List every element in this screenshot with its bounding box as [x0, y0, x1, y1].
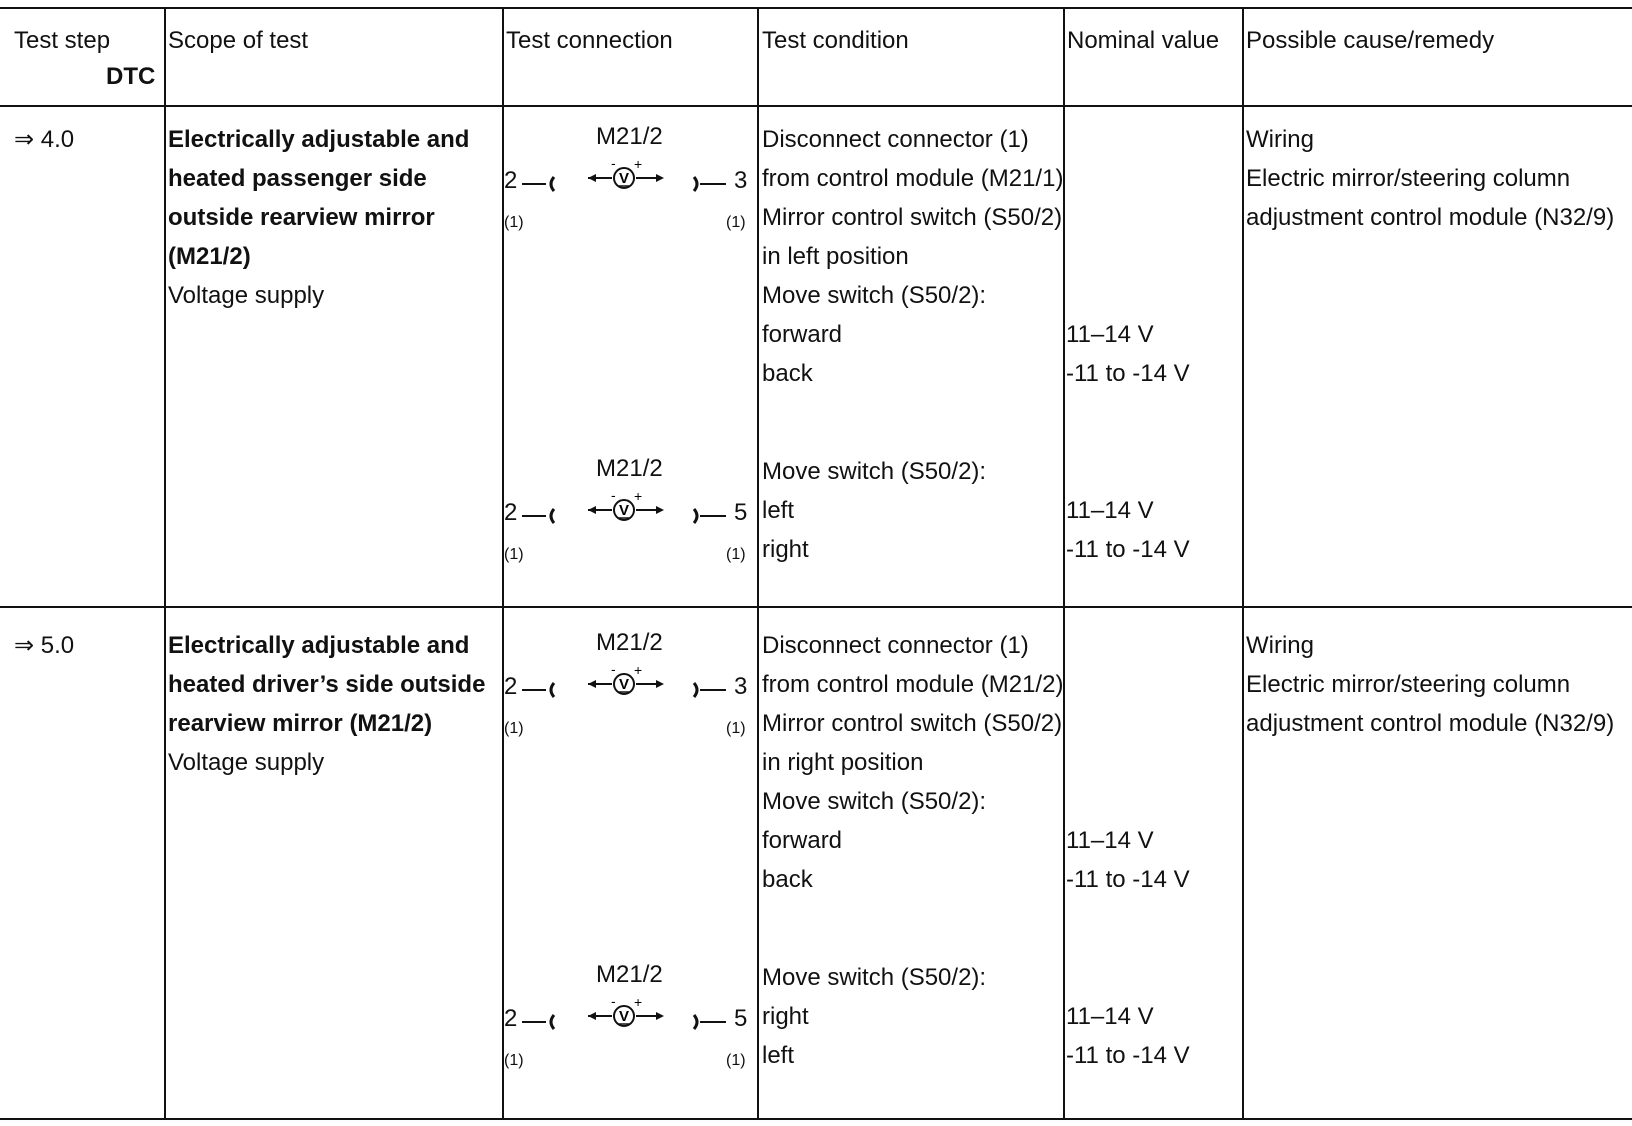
nominal-value: -11 to -14 V: [1066, 360, 1190, 387]
right-connector-symbol: [690, 174, 730, 194]
minus-sign: -: [611, 994, 616, 1009]
condition-line: Move switch (S50/2):: [762, 788, 987, 815]
scope-line: outside rearview mirror: [168, 204, 435, 231]
condition-line: forward: [762, 321, 843, 348]
table-top-rule: [0, 7, 1632, 9]
meter-symbol: V: [618, 1008, 630, 1025]
plus-sign: +: [634, 994, 643, 1010]
voltmeter-icon: [584, 156, 670, 196]
header-test-step: Test step: [14, 27, 111, 54]
cause-line: Wiring: [1246, 632, 1315, 659]
column-divider: [757, 7, 759, 1119]
scope-line: heated passenger side: [168, 165, 427, 192]
condition-line: from control module (M21/1): [762, 165, 1064, 192]
condition-line: in left position: [762, 243, 909, 270]
left-pin: 2: [504, 673, 518, 700]
condition-line: in right position: [762, 749, 924, 776]
plus-sign: +: [634, 488, 643, 504]
condition-line: forward: [762, 827, 843, 854]
component-label: M21/2: [596, 123, 663, 150]
scope-line: Electrically adjustable and: [168, 632, 470, 659]
test-connection-diagram: [504, 122, 756, 240]
condition-line: back: [762, 360, 813, 387]
plus-sign: +: [634, 156, 643, 172]
test-step-number: ⇒ 4.0: [14, 126, 75, 153]
scope-subtitle: Voltage supply: [168, 282, 325, 309]
scope-normal-part: rearview mirror: [168, 710, 350, 737]
minus-sign: -: [611, 662, 616, 677]
condition-line: left: [762, 1042, 795, 1069]
condition-line: Move switch (S50/2):: [762, 282, 987, 309]
left-connector-label: (1): [504, 214, 524, 231]
condition-line: Mirror control switch (S50/2): [762, 710, 1063, 737]
right-connector-symbol: [690, 506, 730, 526]
possible-causes: [1246, 120, 1614, 237]
scope-title: [168, 626, 485, 704]
right-connector-label: (1): [726, 1052, 746, 1069]
nominal-value: 11–14 V: [1066, 827, 1154, 854]
header-bottom-rule: [0, 105, 1632, 107]
table-bottom-rule: [0, 1118, 1632, 1120]
test-connection-diagram: [504, 454, 756, 572]
right-pin: 5: [734, 1005, 748, 1032]
scope-line-mixed: [168, 704, 432, 743]
left-pin: 2: [504, 167, 518, 194]
cause-line: Electric mirror/steering column: [1246, 165, 1571, 192]
header-connection: Test connection: [506, 27, 673, 54]
nominal-values: [1066, 315, 1190, 393]
nominal-value: 11–14 V: [1066, 321, 1154, 348]
test-conditions: [762, 452, 986, 569]
condition-line: Disconnect connector (1): [762, 126, 1029, 153]
cause-line: adjustment control module (N32/9): [1246, 710, 1615, 737]
test-conditions: [762, 626, 1063, 899]
meter-symbol: V: [618, 170, 630, 187]
left-connector-label: (1): [504, 720, 524, 737]
right-connector-label: (1): [726, 720, 746, 737]
minus-sign: -: [611, 156, 616, 171]
right-connector-symbol: [690, 1012, 730, 1032]
scope-line: Electrically adjustable and: [168, 126, 470, 153]
right-pin: 3: [734, 167, 748, 194]
meter-symbol: V: [618, 676, 630, 693]
scope-line: heated driver’s side outside: [168, 671, 486, 698]
header-dtc: DTC: [106, 63, 156, 90]
right-connector-label: (1): [726, 546, 746, 563]
voltmeter-icon: [584, 662, 670, 702]
condition-line: left: [762, 497, 795, 524]
condition-line: Move switch (S50/2):: [762, 964, 987, 991]
left-pin: 2: [504, 499, 518, 526]
right-connector-label: (1): [726, 214, 746, 231]
right-pin: 5: [734, 499, 748, 526]
test-connection-diagram: [504, 628, 756, 746]
component-label: M21/2: [596, 455, 663, 482]
nominal-values: [1066, 821, 1190, 899]
voltmeter-icon: [584, 994, 670, 1034]
left-connector-label: (1): [504, 546, 524, 563]
cause-line: adjustment control module (N32/9): [1246, 204, 1615, 231]
test-conditions: [762, 958, 986, 1075]
nominal-value: 11–14 V: [1066, 1003, 1154, 1030]
condition-line: back: [762, 866, 813, 893]
header-nominal: Nominal value: [1067, 27, 1220, 54]
right-pin: 3: [734, 673, 748, 700]
condition-line: Move switch (S50/2):: [762, 458, 987, 485]
condition-line: Disconnect connector (1): [762, 632, 1029, 659]
column-divider: [1242, 7, 1244, 1119]
condition-line: right: [762, 1003, 809, 1030]
cause-line: Electric mirror/steering column: [1246, 671, 1571, 698]
left-connector-label: (1): [504, 1052, 524, 1069]
nominal-value: -11 to -14 V: [1066, 536, 1190, 563]
nominal-values: [1066, 491, 1190, 569]
left-connector-symbol: [520, 174, 560, 194]
nominal-value: -11 to -14 V: [1066, 1042, 1190, 1069]
scope-title: [168, 120, 469, 276]
row-divider: [0, 606, 1632, 608]
scope-subtitle: Voltage supply: [168, 749, 325, 776]
plus-sign: +: [634, 662, 643, 678]
cause-line: Wiring: [1246, 126, 1315, 153]
left-connector-symbol: [520, 1012, 560, 1032]
scope-line: (M21/2): [168, 243, 251, 270]
condition-line: from control module (M21/2): [762, 671, 1064, 698]
nominal-value: 11–14 V: [1066, 497, 1154, 524]
component-label: M21/2: [596, 961, 663, 988]
test-connection-diagram: [504, 960, 756, 1078]
right-connector-symbol: [690, 680, 730, 700]
nominal-values: [1066, 997, 1190, 1075]
test-step-number: ⇒ 5.0: [14, 632, 75, 659]
column-divider: [164, 7, 166, 1119]
nominal-value: -11 to -14 V: [1066, 866, 1190, 893]
test-conditions: [762, 120, 1063, 393]
component-label: M21/2: [596, 629, 663, 656]
header-condition: Test condition: [762, 27, 909, 54]
scope-bold-part: (M21/2): [349, 710, 433, 737]
left-connector-symbol: [520, 680, 560, 700]
meter-symbol: V: [618, 502, 630, 519]
condition-line: right: [762, 536, 809, 563]
header-cause: Possible cause/remedy: [1246, 27, 1495, 54]
left-pin: 2: [504, 1005, 518, 1032]
header-scope: Scope of test: [168, 27, 309, 54]
condition-line: Mirror control switch (S50/2): [762, 204, 1063, 231]
minus-sign: -: [611, 488, 616, 503]
left-connector-symbol: [520, 506, 560, 526]
possible-causes: [1246, 626, 1614, 743]
voltmeter-icon: [584, 488, 670, 528]
